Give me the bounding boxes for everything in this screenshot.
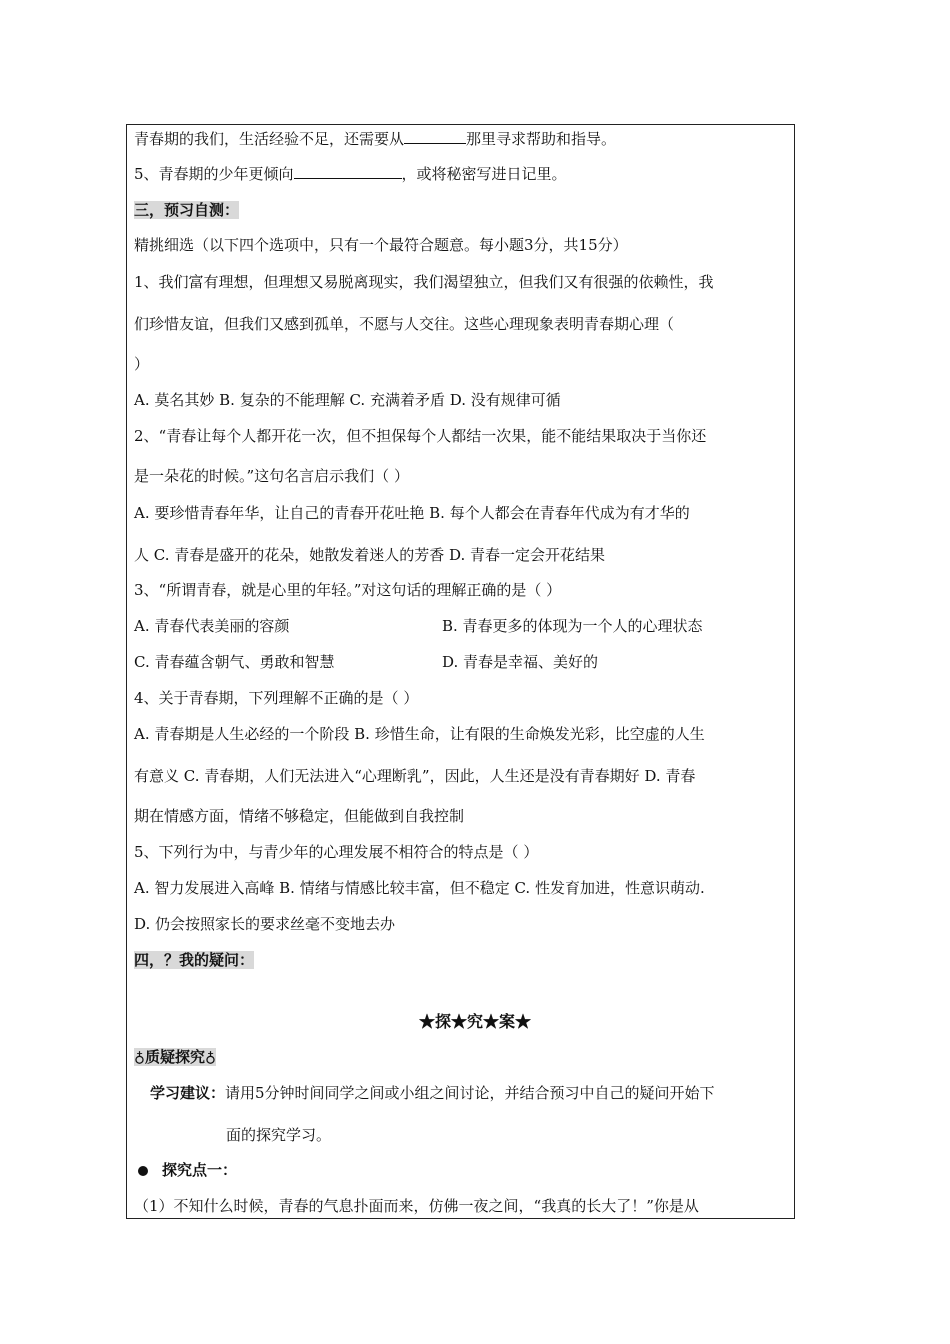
bullet-icon bbox=[138, 1166, 148, 1176]
q1-line-3: ） bbox=[134, 355, 150, 373]
q3-row-1 bbox=[134, 616, 703, 636]
q4-line-2: 有意义 C. 青春期，人们无法进入“心理断乳”，因此，人生还是没有青春期好 D. 青春 bbox=[134, 767, 696, 785]
q5-line-2: D. 仍会按照家长的要求丝毫不变地去办 bbox=[134, 915, 396, 933]
last-line: （1）不知什么时候，青春的气息扑面而来，仿佛一夜之间，“我真的长大了！”你是从 bbox=[134, 1197, 699, 1215]
q3-row-2 bbox=[134, 652, 599, 672]
explore-title: ★探★究★案★ bbox=[418, 1012, 531, 1031]
advice-line-2: 面的探究学习。 bbox=[226, 1126, 332, 1144]
advice-line-1 bbox=[150, 1083, 715, 1103]
q2-line-4: 人 C. 青春是盛开的花朵，她散发着迷人的芳香 D. 青春一定会开花结果 bbox=[134, 546, 606, 564]
q4-line-1: A. 青春期是人生必经的一个阶段 B. 珍惜生命，让有限的生命焕发光彩，比空虚的人生 bbox=[134, 725, 705, 743]
q3-option-d: D. 青春是幸福、美好的 bbox=[442, 653, 599, 671]
line-1 bbox=[134, 129, 616, 149]
q1-options: A. 莫名其妙 B. 复杂的不能理解 C. 充满着矛盾 D. 没有规律可循 bbox=[134, 391, 561, 409]
q3-option-a: A. 青春代表美丽的容颜 bbox=[134, 617, 290, 635]
point-1-title: 探究点一： bbox=[162, 1161, 238, 1179]
advice-text-1: 请用5分钟时间同学之间或小组之间讨论，并结合预习中自己的疑问开始下 bbox=[225, 1084, 715, 1102]
section-4-heading bbox=[134, 950, 254, 970]
q4-line-3: 期在情感方面，情绪不够稳定，但能做到自我控制 bbox=[134, 807, 465, 825]
line-2-text-b: ，或将秘密写进日记里。 bbox=[401, 165, 567, 183]
point-1-heading bbox=[138, 1160, 237, 1180]
line-1-text-b: 那里寻求帮助和指导。 bbox=[466, 130, 617, 148]
section-3-title: 三，预习自测： bbox=[134, 201, 240, 219]
doubt-title: ♁质疑探究♁ bbox=[134, 1048, 216, 1066]
q1-line-2: 们珍惜友谊，但我们又感到孤单，不愿与人交往。这些心理现象表明青春期心理（ bbox=[134, 315, 675, 333]
section-4-title: 四，？我的疑问： bbox=[134, 951, 255, 969]
q3-option-b: B. 青春更多的体现为一个人的心理状态 bbox=[442, 617, 703, 635]
q3-option-c: C. 青春蕴含朝气、勇敢和智慧 bbox=[134, 653, 335, 671]
q2-line-2: 是一朵花的时候。”这句名言启示我们（ ） bbox=[134, 467, 409, 485]
section-3-heading bbox=[134, 200, 239, 220]
blank-2 bbox=[294, 164, 402, 179]
q5-line-1: A. 智力发展进入高峰 B. 情绪与情感比较丰富，但不稳定 C. 性发育加进，性意识萌动. bbox=[134, 879, 705, 897]
doubt-heading bbox=[134, 1047, 216, 1067]
blank-1 bbox=[404, 129, 466, 144]
line-2-text-a: 5、青春期的少年更倾向 bbox=[134, 165, 294, 183]
q1-line-1: 1、我们富有理想，但理想又易脱离现实，我们渴望独立，但我们又有很强的依赖性，我 bbox=[134, 273, 714, 291]
quiz-intro: 精挑细选（以下四个选项中，只有一个最符合题意。每小题3分，共15分） bbox=[134, 236, 628, 254]
line-2 bbox=[134, 164, 567, 184]
q5-stem: 5、下列行为中，与青少年的心理发展不相符合的特点是（ ） bbox=[134, 843, 539, 861]
line-1-text-a: 青春期的我们，生活经验不足，还需要从 bbox=[134, 130, 405, 148]
q2-line-1: 2、“青春让每个人都开花一次，但不担保每个人都结一次果，能不能结果取决于当你还 bbox=[134, 427, 707, 445]
q4-stem: 4、关于青春期，下列理解不正确的是（ ） bbox=[134, 689, 419, 707]
advice-label: 学习建议： bbox=[150, 1084, 226, 1102]
q3-stem: 3、“所谓青春，就是心里的年轻。”对这句话的理解正确的是（ ） bbox=[134, 581, 562, 599]
q2-line-3: A. 要珍惜青春年华，让自己的青春开花吐艳 B. 每个人都会在青春年代成为有才华的 bbox=[134, 504, 690, 522]
